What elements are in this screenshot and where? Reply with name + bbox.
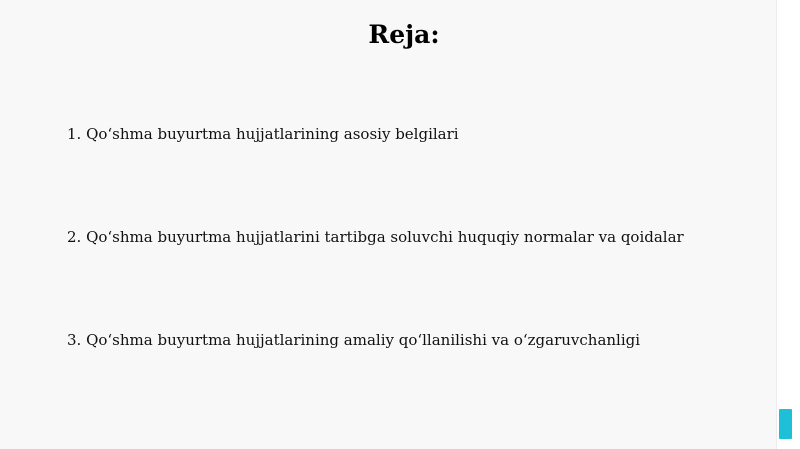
slide-title: Reja: [368, 20, 440, 49]
side-panel-strip [776, 0, 800, 449]
plan-item-2: 2. Qo‘shma buyurtma hujjatlarini tartibga soluvchi huquqiy normalar va qoidalar [67, 228, 684, 246]
scrollbar-thumb[interactable] [779, 409, 792, 439]
plan-item-3: 3. Qo‘shma buyurtma hujjatlarining amaliy qo‘llanilishi va o‘zgaruvchanligi [67, 331, 641, 349]
plan-item-1: 1. Qo‘shma buyurtma hujjatlarining asosiy belgilari [67, 125, 459, 143]
